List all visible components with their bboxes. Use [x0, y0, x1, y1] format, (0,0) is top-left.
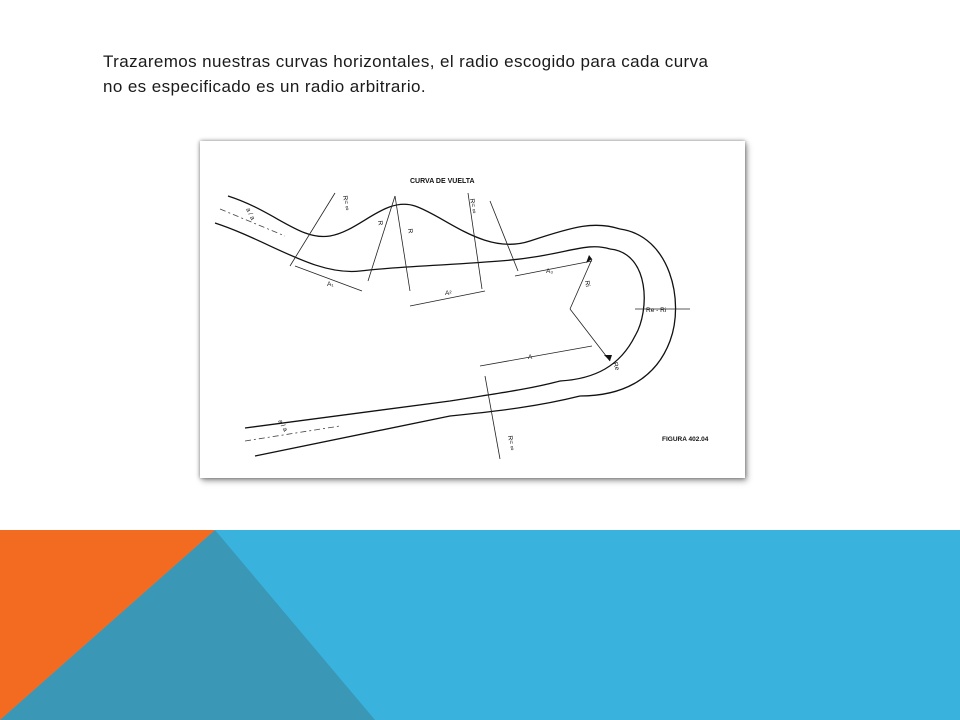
arrow-tick-2: [604, 355, 612, 361]
body-text-line-1: Trazaremos nuestras curvas horizontales, el radio escogido para cada curva: [103, 52, 709, 71]
label-r-inf-1: R= ∞: [341, 195, 351, 212]
radius-line-7: [570, 309, 610, 361]
label-re-ri: Re - Ri: [646, 307, 667, 314]
figure-caption: FIGURA 402.04: [662, 436, 709, 443]
figure-image: [200, 141, 745, 478]
label-re: Re: [611, 361, 621, 372]
label-width-lower: a / a: [276, 418, 289, 433]
label-width-upper: a / a: [244, 206, 256, 222]
dim-line-a: [480, 346, 592, 366]
label-a2: A²: [445, 290, 452, 297]
label-r-inf-3: R= ∞: [506, 435, 516, 452]
lower-centerline: [245, 426, 340, 441]
figure-title: CURVA DE VUELTA: [410, 178, 475, 185]
body-text-line-2: no es especificado es un radio arbitrario.: [103, 77, 426, 96]
dim-line-a3: [515, 261, 592, 276]
label-ri: Ri: [583, 280, 591, 288]
label-r-2: R: [406, 228, 414, 234]
slide-body-text: [103, 49, 803, 99]
label-a1: A₁: [327, 281, 334, 288]
road-curve-diagram: [200, 141, 745, 478]
label-a3: A₃: [546, 268, 553, 275]
radius-line-8: [485, 376, 500, 459]
radius-line-3: [395, 196, 410, 291]
upper-road-outer-edge: [228, 196, 620, 244]
label-r-inf-2: R= ∞: [468, 198, 478, 215]
label-a-lower: A: [528, 354, 533, 361]
decorative-band: [0, 530, 960, 720]
lower-road-inner-edge: [245, 381, 560, 428]
label-r-1: R: [376, 220, 384, 226]
hairpin-inner-edge: [560, 249, 644, 381]
